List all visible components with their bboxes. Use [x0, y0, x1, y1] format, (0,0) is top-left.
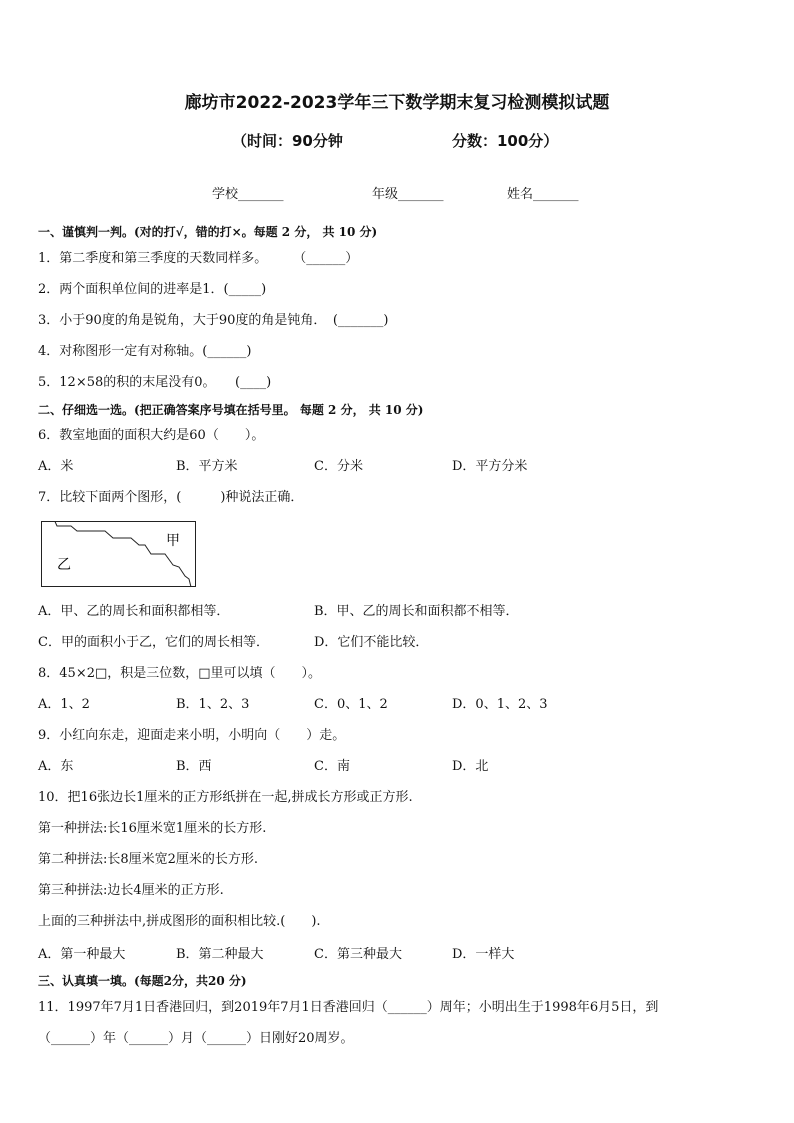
q9-option-a: A．东 — [38, 759, 74, 774]
q8-option-a: A．1、2 — [38, 697, 90, 712]
question-11: 11．1997年7月1日香港回归，到2019年7月1日香港回归（______）周年；小明出生于1998年6月5日，到 — [38, 1000, 659, 1015]
question-2: 2．两个面积单位间的进率是1．(_____) — [38, 282, 267, 297]
dividing-line — [42, 522, 192, 588]
question-11-continued: （______）年（______）月（______）日刚好20周岁。 — [38, 1031, 354, 1046]
q6-option-c: C．分米 — [314, 459, 363, 474]
section-3-heading: 三、认真填一填。(每题2分，共20 分) — [38, 974, 247, 988]
q6-option-a: A．米 — [38, 459, 74, 474]
q8-option-d: D．0、1、2、3 — [452, 697, 548, 712]
figure-border — [42, 522, 196, 587]
q10-option-b: B．第二种最大 — [176, 947, 264, 962]
label-yi: 乙 — [57, 557, 71, 573]
q7-option-b: B．甲、乙的周长和面积都不相等． — [314, 604, 519, 619]
school-field[interactable]: 学校_______ — [212, 187, 284, 202]
section-1-heading: 一、谨慎判一判。(对的打√，错的打×。每题 2 分， 共 10 分) — [38, 225, 378, 239]
name-field[interactable]: 姓名_______ — [507, 187, 579, 202]
q10-option-c: C．第三种最大 — [314, 947, 402, 962]
q7-option-d: D．它们不能比较． — [314, 635, 429, 650]
section-2-heading: 二、仔细选一选。(把正确答案序号填在括号里。 每题 2 分， 共 10 分) — [38, 403, 424, 417]
q9-option-c: C．南 — [314, 759, 350, 774]
question-4: 4．对称图形一定有对称轴。(______) — [38, 344, 252, 359]
q10-method-3: 第三种拼法:边长4厘米的正方形. — [38, 883, 224, 898]
q10-method-1: 第一种拼法:长16厘米宽1厘米的长方形. — [38, 821, 267, 836]
exam-time: （时间：90分钟 — [232, 132, 343, 150]
q9-option-b: B．西 — [176, 759, 212, 774]
q10-option-d: D．一样大 — [452, 947, 515, 962]
exam-score: 分数：100分） — [452, 132, 559, 150]
q8-option-c: C．0、1、2 — [314, 697, 388, 712]
question-10: 10．把16张边长1厘米的正方形纸拼在一起,拼成长方形或正方形. — [38, 790, 413, 805]
question-8: 8．45×2□，积是三位数，□里可以填（ ）。 — [38, 666, 322, 681]
q10-prompt: 上面的三种拼法中,拼成图形的面积相比较.( ). — [38, 914, 321, 929]
label-jia: 甲 — [166, 533, 180, 549]
question-7: 7．比较下面两个图形，( )种说法正确． — [38, 490, 304, 505]
q6-option-b: B．平方米 — [176, 459, 238, 474]
question-5: 5．12×58的积的末尾没有0。 (____) — [38, 375, 272, 390]
q9-option-d: D．北 — [452, 759, 489, 774]
question-6: 6．教室地面的面积大约是60（ ）。 — [38, 428, 265, 443]
q10-option-a: A．第一种最大 — [38, 947, 126, 962]
question-9: 9．小红向东走，迎面走来小明，小明向（ ）走。 — [38, 728, 346, 743]
q7-option-c: C．甲的面积小于乙，它们的周长相等． — [38, 635, 269, 650]
q7-option-a: A．甲、乙的周长和面积都相等． — [38, 604, 230, 619]
page-title: 廊坊市2022-2023学年三下数学期末复习检测模拟试题 — [184, 93, 610, 113]
question-1: 1．第二季度和第三季度的天数同样多。 （______） — [38, 251, 359, 266]
q10-method-2: 第二种拼法:长8厘米宽2厘米的长方形. — [38, 852, 259, 867]
grade-field[interactable]: 年级_______ — [372, 187, 444, 202]
question-3: 3．小于90度的角是锐角，大于90度的角是钝角． (_______) — [38, 313, 389, 328]
q6-option-d: D．平方分米 — [452, 459, 528, 474]
q8-option-b: B．1、2、3 — [176, 697, 250, 712]
q7-figure — [41, 521, 197, 588]
